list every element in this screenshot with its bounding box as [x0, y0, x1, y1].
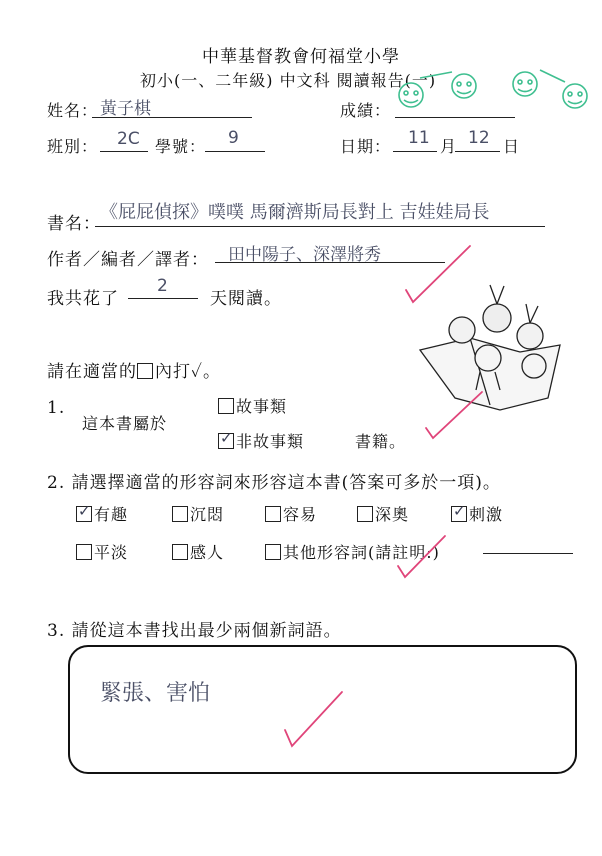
student-number-label: 學號： [155, 137, 207, 156]
score-label: 成績： [340, 101, 392, 120]
q2-profound-label: 深奧 [375, 505, 410, 524]
teacher-check-3-icon [398, 536, 445, 577]
day-value: 12 [468, 128, 490, 148]
name-label: 姓名： [47, 101, 99, 120]
teacher-check-2-icon [426, 392, 482, 438]
book-title-value: 《屁屁偵探》噗噗 馬爾濟斯局長對上 吉娃娃局長 [100, 202, 490, 223]
q1-number: 1. [47, 398, 66, 418]
q2-plain-label: 平淡 [94, 543, 129, 562]
days-prefix: 我共花了 [47, 289, 119, 309]
days-value: 2 [157, 276, 168, 296]
month-label: 月 [440, 137, 458, 156]
author-value: 田中陽子、深澤將秀 [228, 245, 381, 265]
teacher-check-4-icon [285, 692, 342, 746]
q1-label: 這本書屬於 [82, 414, 168, 433]
days-suffix: 天閱讀。 [210, 289, 282, 309]
q2-other-label: 其他形容詞(請註明:) [283, 543, 440, 562]
date-label: 日期： [340, 137, 392, 156]
q2-prompt: 2. 請選擇適當的形容詞來形容這本書(答案可多於一項)。 [47, 473, 501, 493]
tick-instruction-a: 請在適當的 [47, 362, 137, 382]
q1-suffix: 書籍。 [355, 432, 407, 451]
tick-instruction-b: 內打✓。 [155, 362, 221, 382]
report-subtitle: 初小(一、二年級) 中文科 閱讀報告(一) [140, 71, 437, 90]
q2-easy-label: 容易 [283, 505, 318, 524]
name-value: 黃子棋 [100, 99, 151, 119]
school-name: 中華基督教會何福堂小學 [202, 47, 400, 67]
check-mark-icon: ✓ [78, 502, 92, 520]
q1-nonstory-label: 非故事類 [236, 432, 305, 451]
q2-touching-label: 感人 [190, 543, 225, 562]
student-number-value: 9 [228, 128, 239, 148]
class-label: 班別： [47, 137, 99, 156]
class-value: 2C [117, 129, 140, 149]
book-title-label: 書名： [47, 214, 101, 234]
q3-answer: 緊張、害怕 [100, 681, 211, 706]
author-label: 作者／編者／譯者： [47, 250, 209, 270]
day-label: 日 [503, 137, 521, 156]
check-mark-icon: ✓ [453, 502, 467, 520]
q2-boring-label: 沉悶 [190, 505, 225, 524]
q2-exciting-label: 刺激 [469, 505, 504, 524]
teacher-check-1-icon [406, 246, 470, 302]
month-value: 11 [408, 128, 430, 148]
q1-story-label: 故事類 [236, 397, 288, 416]
q3-prompt: 3. 請從這本書找出最少兩個新詞語。 [47, 621, 342, 641]
q2-interesting-label: 有趣 [94, 505, 129, 524]
check-mark-icon: ✓ [220, 429, 234, 447]
frog-stamp-icon [399, 70, 587, 108]
